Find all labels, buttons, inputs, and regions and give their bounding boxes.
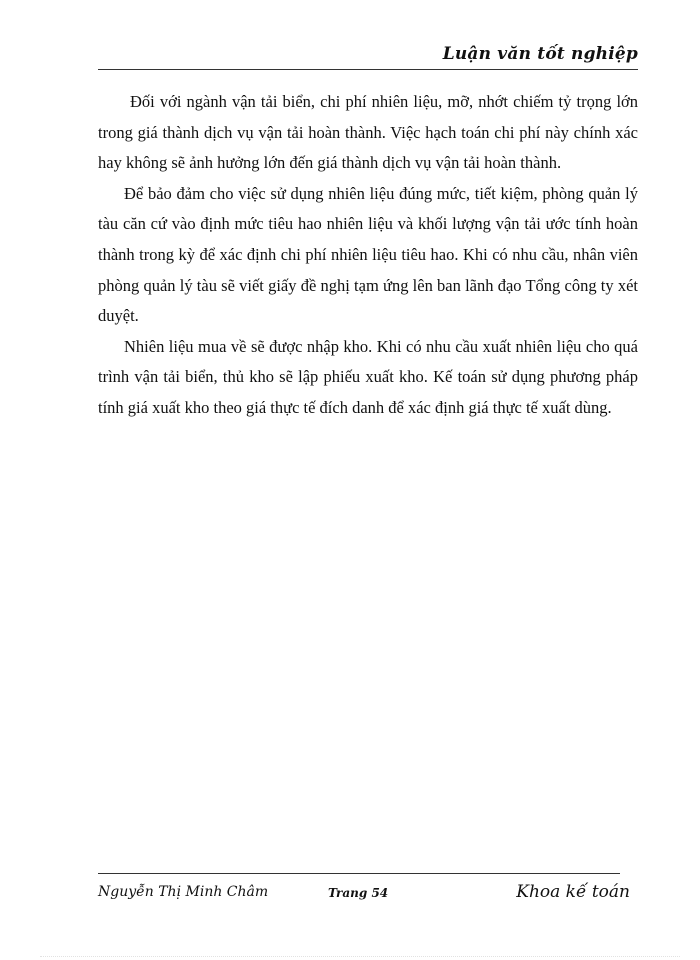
- footer-divider: [98, 873, 620, 874]
- page-footer: [98, 882, 638, 912]
- paragraph-3: Nhiên liệu mua về sẽ được nhập kho. Khi có nhu cầu xuất nhiên liệu cho quá trình vận tải biển, thủ kho sẽ lập phiếu xuất kho. Kế toán sử dụng phương pháp tính giá xuất kho theo giá thực tế đích danh để xác định giá thực tế xuất dùng.: [98, 336, 638, 417]
- page-edge-dotted-line: [40, 956, 680, 957]
- footer-author: Nguyễn Thị Minh Châm: [98, 884, 269, 900]
- header-divider: [98, 69, 638, 70]
- document-body: [98, 87, 638, 424]
- paragraph-1: Đối với ngành vận tải biển, chi phí nhiên liệu, mỡ, nhớt chiếm tỷ trọng lớn trong giá thành dịch vụ vận tải hoàn thành. Việc hạch toán chi phí này chính xác hay không sẽ ảnh hưởng lớn đến giá thành dịch vụ vận tải hoàn thành.: [98, 92, 638, 173]
- paragraph-2: Để bảo đảm cho việc sử dụng nhiên liệu đúng mức, tiết kiệm, phòng quản lý tàu căn cứ vào định mức tiêu hao nhiên liệu và khối lượng vận tải ước tính hoàn thành trong kỳ để xác định chi phí nhiên liệu tiêu hao. Khi có nhu cầu, nhân viên phòng quản lý tàu sẽ viết giấy đề nghị tạm ứng lên ban lãnh đạo Tổng công ty xét duyệt.: [98, 183, 638, 326]
- footer-department: Khoa kế toán: [516, 882, 630, 902]
- header-title: Luận văn tốt nghiệp: [442, 44, 638, 64]
- footer-page-number: Trang 54: [328, 886, 389, 900]
